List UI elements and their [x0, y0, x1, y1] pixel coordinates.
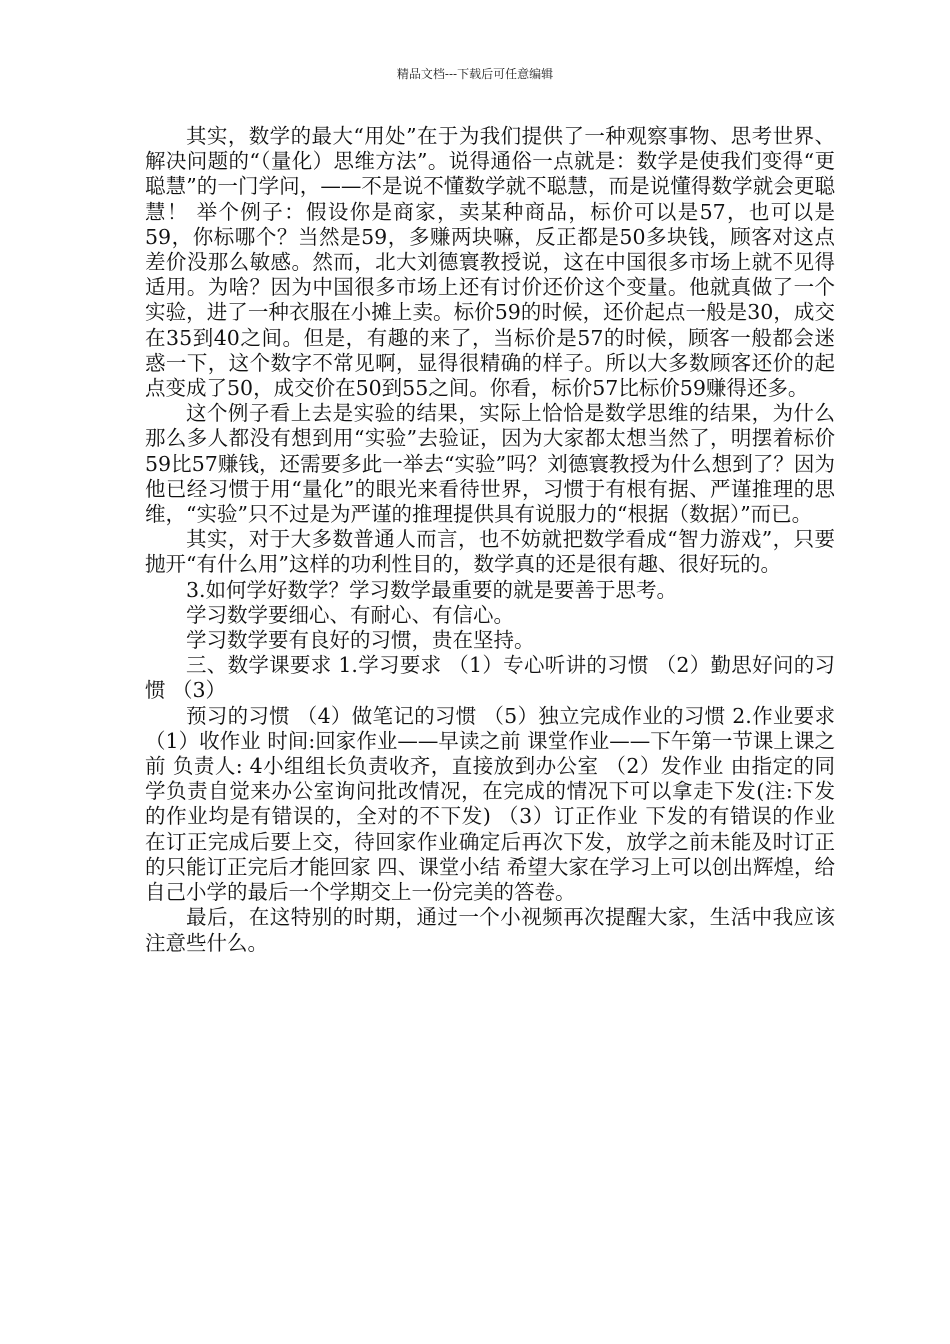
paragraph-math-as-game: 其实，对于大多数普通人而言，也不妨就把数学看成“智力游戏”，只要抛开“有什么用”这样的功利性目的，数学真的还是很有趣、很好玩的。 [145, 527, 835, 577]
document-body [145, 124, 835, 956]
paragraph-good-habits: 学习数学要有良好的习惯，贵在坚持。 [186, 628, 535, 653]
paragraph-homework-requirements: 预习的习惯 （4）做笔记的习惯 （5）独立完成作业的习惯 2.作业要求 （1）收作业 时间:回家作业——早读之前 课堂作业——下午第一节课上课之前 负责人: 4小组组长负责收齐，直接放到办公室 （2）发作业 由指定的同学负责自觉来办公室询问批改情况，在完成的情况下可以拿走下发(注:下发的作业均是有错误的，全对的不下发) （3）订正作业 下发的有错误的作业在订正完成后要上交，待回家作业确定后再次下发，放学之前未能及时订正的只能订正完后才能回家 四、课堂小结 希望大家在学习上可以创出辉煌，给自己小学的最后一个学期交上一份完美的答卷。 [145, 703, 835, 905]
paragraph-class-requirements: 三、数学课要求 1.学习要求 （1）专心听讲的习惯 （2）勤思好问的习惯 （3） [145, 653, 835, 703]
paragraph-how-to-learn: 3.如何学好数学？学习数学最重要的就是要善于思考。 [186, 577, 678, 602]
page-header: 精品文档---下载后可任意编辑 [396, 67, 554, 81]
paragraph-math-usefulness: 其实，数学的最大“用处”在于为我们提供了一种观察事物、思考世界、解决问题的“（量化）思维方法”。说得通俗一点就是：数学是使我们变得“更聪慧”的一门学问，——不是说不懂数学就不聪慧，而是说懂得数学就会更聪慧！ 举个例子：假设你是商家，卖某种商品，标价可以是57，也可以是59，你标哪个？当然是59，多赚两块嘛，反正都是50多块钱，顾客对这点差价没那么敏感。然而，北大刘德寰教授说，这在中国很多市场上就不见得适用。为啥？因为中国很多市场上还有讨价还价这个变量。他就真做了一个实验，进了一种衣服在小摊上卖。标价59的时候，还价起点一般是30，成交在35到40之间。但是，有趣的来了，当标价是57的时候，顾客一般都会迷惑一下，这个数字不常见啊，显得很精确的样子。所以大多数顾客还价的起点变成了50，成交价在50到55之间。你看，标价57比标价59赚得还多。 [145, 124, 835, 401]
paragraph-closing: 最后，在这特别的时期，通过一个小视频再次提醒大家，生活中我应该注意些什么。 [145, 905, 835, 955]
paragraph-be-careful: 学习数学要细心、有耐心、有信心。 [186, 602, 514, 627]
paragraph-experiment-thinking: 这个例子看上去是实验的结果，实际上恰恰是数学思维的结果，为什么那么多人都没有想到用“实验”去验证，因为大家都太想当然了，明摆着标价59比57赚钱，还需要多此一举去“实验”吗？刘德寰教授为什么想到了？因为他已经习惯于用“量化”的眼光来看待世界，习惯于有根有据、严谨推理的思维，“实验”只不过是为严谨的推理提供具有说服力的“根据（数据）”而已。 [145, 401, 835, 527]
